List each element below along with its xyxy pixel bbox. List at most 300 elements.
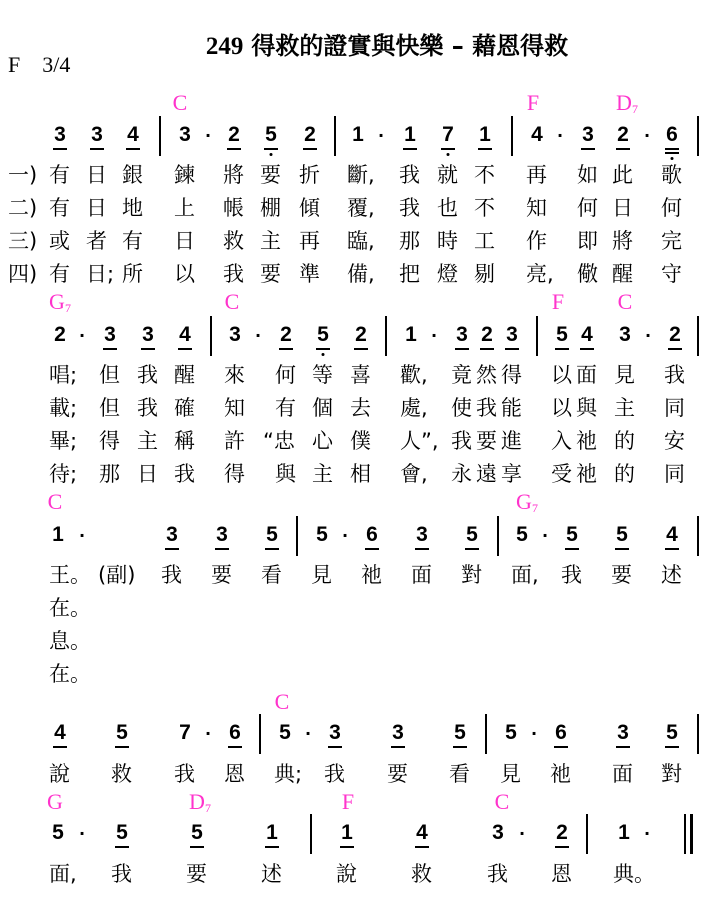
verse-label: 二) (8, 196, 38, 220)
note (613, 722, 633, 744)
note (276, 324, 296, 346)
note-number: 5 (466, 523, 478, 546)
chord-symbol (495, 789, 510, 815)
note-number: 3 (619, 323, 631, 346)
note-number: 2 (481, 323, 493, 346)
note (502, 324, 522, 346)
lyric-syllable: 傾 (299, 196, 320, 220)
note (48, 822, 68, 844)
note-number: 5 (191, 821, 203, 844)
lyric-syllable: 進 (501, 429, 522, 453)
note-number: 1 (405, 323, 417, 346)
lyric-syllable: 有 (49, 196, 70, 220)
note (577, 324, 597, 346)
chord-extension: 7 (64, 301, 71, 315)
chord-symbol (47, 789, 63, 815)
note-number: 4 (531, 123, 543, 146)
lyric-syllable: 儆 (577, 262, 598, 286)
note (225, 722, 245, 744)
note (501, 722, 521, 744)
note-number: 3 (492, 821, 504, 844)
note-number: 2 (304, 123, 316, 146)
time-signature: 3/4 (42, 52, 71, 77)
lyric-syllable: 日 (86, 163, 107, 187)
lyric-syllable: 知 (224, 396, 245, 420)
chord-symbol (48, 489, 63, 515)
lyric-syllable: 折 (299, 163, 320, 187)
lyric-syllable: 斷, (347, 163, 375, 187)
note (300, 124, 320, 146)
note-number: 5 (505, 721, 517, 744)
chord-root: F (341, 789, 355, 814)
note-number: 3 (392, 721, 404, 744)
lyric-syllable: 以 (174, 262, 195, 286)
augmentation-dot: · (78, 326, 86, 345)
chord-root: F (551, 289, 565, 314)
note (614, 822, 634, 844)
lyric-syllable: 以 (551, 363, 572, 387)
note-number: 5 (556, 323, 568, 346)
lyric-syllable: 日 (137, 462, 158, 486)
lyric-syllable: 我 (324, 762, 345, 786)
note (551, 722, 571, 744)
note-number: 3 (104, 323, 116, 346)
lyric-syllable: 述 (661, 563, 682, 587)
augmentation-dot: · (644, 326, 652, 345)
barline (511, 116, 513, 156)
note (412, 822, 432, 844)
lyric-syllable: 對 (461, 563, 482, 587)
chord-root: C (617, 289, 633, 314)
lyric-syllable: 面 (576, 363, 597, 387)
lyric-syllable: “忠 (263, 429, 295, 453)
lyric-syllable: 那 (99, 462, 120, 486)
lyric-syllable: 對 (661, 762, 682, 786)
note-number: 5 (52, 821, 64, 844)
note-number: 3 (506, 323, 518, 346)
lyric-syllable: 再 (526, 163, 547, 187)
note (262, 524, 282, 546)
lyric-syllable: 要 (476, 429, 497, 453)
note (662, 124, 682, 146)
verse-label: 四) (8, 262, 38, 286)
lyric-syllable: 會, (400, 462, 428, 486)
lyric-syllable: 唱; (49, 363, 78, 387)
barline (697, 714, 699, 754)
lyric-syllable: 恩 (551, 862, 572, 886)
chord-extension: 7 (204, 801, 211, 815)
lyric-syllable: 去 (350, 396, 371, 420)
note-number: 1 (352, 123, 364, 146)
lyric-syllable: 要 (260, 163, 281, 187)
note-number: 5 (317, 323, 329, 346)
final-barline-thick (690, 814, 693, 854)
chord-extension: 7 (631, 102, 638, 116)
hymn-title-text: 得救的證實與快樂 – 藉恩得救 (251, 32, 569, 60)
note (348, 124, 368, 146)
note (562, 524, 582, 546)
note-number: 3 (229, 323, 241, 346)
lyric-syllable: 得 (99, 429, 120, 453)
lyric-syllable: 祂 (576, 429, 597, 453)
lyric-syllable: 但 (99, 363, 120, 387)
lyric-syllable: 個 (312, 396, 333, 420)
note (613, 124, 633, 146)
barline (259, 714, 261, 754)
verse-label: 一) (8, 163, 38, 187)
lyric-syllable: 祂 (550, 762, 571, 786)
note-number: 1 (52, 523, 64, 546)
lyric-syllable: 許 (224, 429, 245, 453)
chord-root: C (47, 489, 63, 514)
barline (697, 516, 699, 556)
note-number: 3 (456, 323, 468, 346)
augmentation-dot: · (643, 126, 651, 145)
note (400, 124, 420, 146)
augmentation-dot: · (377, 126, 385, 145)
barline (697, 316, 699, 356)
note (662, 524, 682, 546)
lyric-syllable: 王。 (49, 563, 91, 587)
lyric-syllable: 此 (612, 163, 633, 187)
note-number: 2 (617, 123, 629, 146)
lyric-syllable: 心 (312, 429, 333, 453)
lyric-syllable: 相 (350, 462, 371, 486)
lyric-syllable: 典。 (613, 862, 655, 886)
barline (485, 714, 487, 754)
note-number: 5 (266, 523, 278, 546)
lyric-syllable: 我 (223, 262, 244, 286)
final-barline-thin (684, 814, 686, 854)
lyric-syllable: 醒 (174, 363, 195, 387)
lyric-syllable: 帳 (223, 196, 244, 220)
note-number: 3 (617, 721, 629, 744)
note (351, 324, 371, 346)
note (662, 722, 682, 744)
lyric-syllable: 我 (137, 363, 158, 387)
lyric-syllable: 典; (274, 762, 303, 786)
note (438, 124, 458, 146)
chord-root: C (224, 289, 240, 314)
note-number: 3 (54, 123, 66, 146)
barline (159, 116, 161, 156)
lyric-syllable: 能 (501, 396, 522, 420)
note-number: 2 (355, 323, 367, 346)
lyric-syllable: 說 (336, 862, 357, 886)
lower-octave-dot (322, 353, 325, 356)
note (175, 722, 195, 744)
lyric-syllable: 使 (451, 396, 472, 420)
note-number: 5 (265, 123, 277, 146)
lyric-syllable: 完 (661, 229, 682, 253)
note (452, 324, 472, 346)
chord-root: G (49, 289, 65, 314)
note (262, 822, 282, 844)
note (87, 124, 107, 146)
note (512, 524, 532, 546)
note-number: 2 (556, 821, 568, 844)
lyric-syllable: 救 (111, 762, 132, 786)
note-number: 1 (266, 821, 278, 844)
note (578, 124, 598, 146)
note (162, 524, 182, 546)
lyric-syllable: 載; (49, 396, 78, 420)
lyric-syllable: 同 (664, 462, 685, 486)
lyric-syllable: 知 (526, 196, 547, 220)
note-number: 1 (404, 123, 416, 146)
lyric-syllable: 即 (577, 229, 598, 253)
augmentation-dot: · (78, 824, 86, 843)
augmentation-dot: · (530, 724, 538, 743)
key: F (8, 52, 21, 77)
lyric-syllable: 要 (211, 563, 232, 587)
chord-root: G (47, 789, 63, 814)
chord-root: C (494, 789, 510, 814)
barline (296, 516, 298, 556)
note (412, 524, 432, 546)
lyric-syllable: 我 (451, 429, 472, 453)
lyric-syllable: 主 (137, 429, 158, 453)
lyric-syllable: 我 (111, 862, 132, 886)
note-number: 6 (229, 721, 241, 744)
note (450, 722, 470, 744)
lyric-syllable: 永 (451, 462, 472, 486)
lyric-syllable: 有 (49, 262, 70, 286)
chord-root: D (189, 789, 205, 814)
lyric-syllable: 我 (161, 563, 182, 587)
note-number: 3 (91, 123, 103, 146)
note-number: 2 (669, 323, 681, 346)
note (401, 324, 421, 346)
lyric-syllable: 有 (122, 229, 143, 253)
note-number: 3 (216, 523, 228, 546)
note (112, 822, 132, 844)
lyric-syllable: 或 (49, 229, 70, 253)
lyric-syllable: 我 (399, 163, 420, 187)
note-number: 3 (179, 123, 191, 146)
note-number: 5 (116, 721, 128, 744)
lyric-syllable: 鍊 (174, 163, 195, 187)
lyric-syllable: 主 (614, 396, 635, 420)
note-number: 4 (179, 323, 191, 346)
lyric-syllable: 棚 (260, 196, 281, 220)
lyric-syllable: 畢; (49, 429, 78, 453)
note (312, 524, 332, 546)
lyric-syllable: 那 (399, 229, 420, 253)
note (212, 524, 232, 546)
hymn-number: 249 (205, 33, 244, 60)
lyric-syllable: 有 (275, 396, 296, 420)
note (325, 722, 345, 744)
note-number: 2 (228, 123, 240, 146)
lyric-syllable: 何 (275, 363, 296, 387)
lyric-syllable: 日 (174, 229, 195, 253)
note (388, 722, 408, 744)
lyric-syllable: 面, (49, 862, 77, 886)
lyric-syllable: 日 (612, 196, 633, 220)
barline (536, 316, 538, 356)
note (123, 124, 143, 146)
verse-label: 三) (8, 229, 38, 253)
note-number: 4 (54, 721, 66, 744)
note-number: 7 (179, 721, 191, 744)
lyric-syllable: 面 (411, 563, 432, 587)
note (462, 524, 482, 546)
note-number: 3 (416, 523, 428, 546)
lyric-syllable: 的 (614, 462, 635, 486)
note (50, 124, 70, 146)
note (615, 324, 635, 346)
lyric-syllable: 再 (299, 229, 320, 253)
note (665, 324, 685, 346)
lyric-syllable: 要 (611, 563, 632, 587)
lyric-syllable: 人”, (400, 429, 439, 453)
lyric-syllable: 我 (487, 862, 508, 886)
note (552, 822, 572, 844)
note (552, 324, 572, 346)
note-number: 7 (442, 123, 454, 146)
note (112, 722, 132, 744)
lyric-syllable: 在。 (49, 596, 91, 620)
augmentation-dot: · (204, 126, 212, 145)
lyric-syllable: 遠 (476, 462, 497, 486)
lyric-syllable: 要 (260, 262, 281, 286)
lyric-syllable: 日; (86, 262, 115, 286)
note (488, 822, 508, 844)
lyric-syllable: 如 (577, 163, 598, 187)
chord-root: D (616, 90, 632, 115)
lyric-syllable: 者 (86, 229, 107, 253)
lyric-syllable: 與 (275, 462, 296, 486)
lyric-syllable: 何 (577, 196, 598, 220)
barline (697, 116, 699, 156)
lyric-syllable: 我 (476, 396, 497, 420)
lyric-syllable: 時 (437, 229, 458, 253)
chord-root: C (274, 689, 290, 714)
lyric-syllable: 不 (474, 163, 495, 187)
chord-symbol (516, 489, 538, 516)
barline (310, 814, 312, 854)
lyric-syllable: 將 (223, 163, 244, 187)
lyric-syllable: 準 (299, 262, 320, 286)
note (48, 524, 68, 546)
augmentation-dot: · (643, 824, 651, 843)
note-number: 5 (566, 523, 578, 546)
lyric-syllable: 來 (224, 363, 245, 387)
lyric-syllable: 也 (437, 196, 458, 220)
note (362, 524, 382, 546)
lyric-syllable: 備, (347, 262, 375, 286)
note-number: 2 (54, 323, 66, 346)
lyric-syllable: 上 (174, 196, 195, 220)
barline (210, 316, 212, 356)
lyric-syllable: 臨, (347, 229, 375, 253)
chord-symbol (342, 789, 354, 815)
lyric-syllable: 同 (664, 396, 685, 420)
lyric-syllable: 我 (399, 196, 420, 220)
barline (334, 116, 336, 156)
lyric-syllable: 所 (122, 262, 143, 286)
chord-symbol (189, 789, 211, 816)
chord-root: G (516, 489, 532, 514)
lyric-syllable: 僕 (350, 429, 371, 453)
lyric-syllable: 等 (312, 363, 333, 387)
chord-symbol (552, 289, 564, 315)
chord-symbol (49, 289, 71, 316)
note-number: 3 (329, 721, 341, 744)
key-signature (8, 52, 92, 78)
lyric-syllable: 但 (99, 396, 120, 420)
lyric-syllable: 得 (224, 462, 245, 486)
note (261, 124, 281, 146)
note (527, 124, 547, 146)
note (224, 124, 244, 146)
note (475, 124, 495, 146)
augmentation-dot: · (430, 326, 438, 345)
note (50, 722, 70, 744)
lyric-syllable: 地 (122, 196, 143, 220)
barline (586, 814, 588, 854)
augmentation-dot: · (518, 824, 526, 843)
note-number: 6 (366, 523, 378, 546)
lyric-syllable: 日 (86, 196, 107, 220)
lyric-syllable: 見 (500, 762, 521, 786)
note-number: 3 (142, 323, 154, 346)
lyric-syllable: 確 (174, 396, 195, 420)
lyric-syllable: 祂 (576, 462, 597, 486)
lyric-syllable: 主 (312, 462, 333, 486)
lyric-syllable: 見 (311, 563, 332, 587)
lyric-syllable: 主 (260, 229, 281, 253)
lyric-syllable: 要 (387, 762, 408, 786)
note (175, 124, 195, 146)
chord-extension: 7 (531, 501, 538, 515)
lyric-syllable: 待; (49, 462, 78, 486)
note-number: 4 (581, 323, 593, 346)
lyric-syllable: 受 (551, 462, 572, 486)
note-number: 5 (516, 523, 528, 546)
augmentation-dot: · (556, 126, 564, 145)
lyric-syllable: 稱 (174, 429, 195, 453)
note (187, 822, 207, 844)
lower-octave-dot (671, 157, 674, 160)
barline (497, 516, 499, 556)
lyric-syllable: 我 (561, 563, 582, 587)
lyric-syllable: 要 (186, 862, 207, 886)
lyric-syllable: 我 (137, 396, 158, 420)
lyric-syllable: 與 (576, 396, 597, 420)
lyric-syllable: 面, (511, 563, 539, 587)
lyric-syllable: 享 (501, 462, 522, 486)
note-number: 5 (454, 721, 466, 744)
lyric-syllable: 我 (174, 462, 195, 486)
lyric-syllable: 的 (614, 429, 635, 453)
lower-octave-dot (270, 153, 273, 156)
lyric-syllable: 祂 (361, 563, 382, 587)
augmentation-dot: · (541, 526, 549, 545)
chord-symbol (618, 289, 633, 315)
note-number: 1 (618, 821, 630, 844)
note-number: 5 (116, 821, 128, 844)
note-number: 6 (555, 721, 567, 744)
chord-root: F (526, 90, 540, 115)
lyric-syllable: 看 (449, 762, 470, 786)
note-number: 5 (666, 721, 678, 744)
chord-symbol (616, 90, 638, 117)
note-number: 1 (479, 123, 491, 146)
chord-symbol (527, 90, 539, 116)
lyric-syllable: 將 (612, 229, 633, 253)
